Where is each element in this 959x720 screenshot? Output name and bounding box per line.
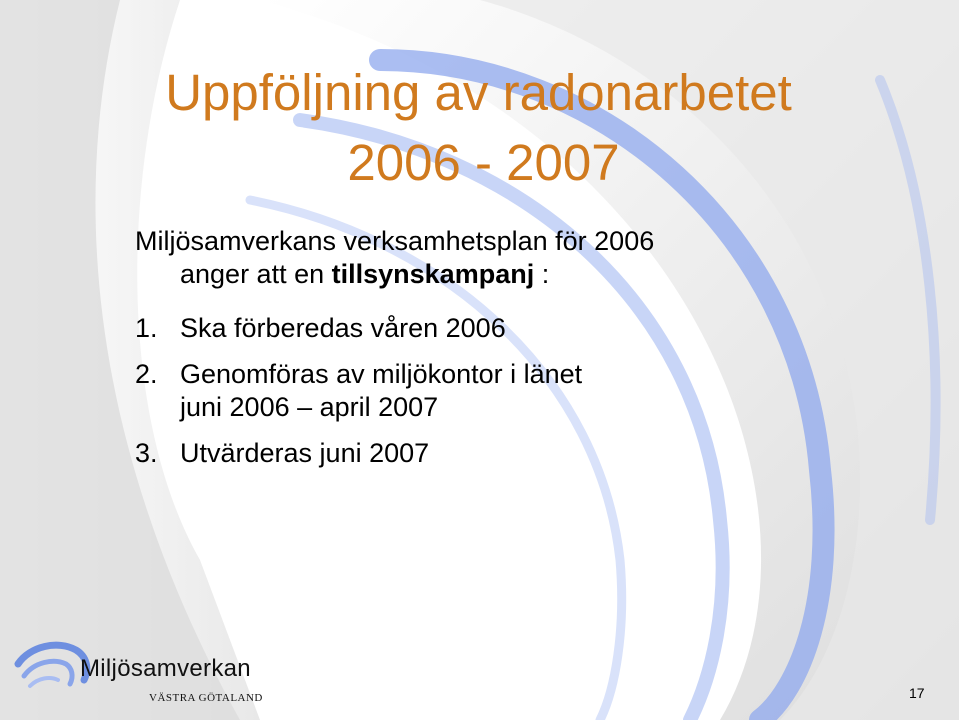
list-item-text: Ska förberedas våren 2006 [180, 313, 506, 343]
numbered-list [135, 312, 895, 470]
list-item-number: 2. [135, 359, 158, 389]
list-item-text: juni 2006 – april 2007 [180, 392, 439, 422]
list-item-text: Utvärderas juni 2007 [180, 438, 430, 468]
list-item [135, 358, 895, 424]
logo-name: Miljösamverkan [80, 655, 251, 682]
list-item [135, 312, 895, 345]
title-line-2: 2006 - 2007 [347, 134, 620, 191]
slide-body [135, 225, 895, 483]
list-item-number: 3. [135, 438, 158, 468]
title-line-1: Uppföljning av radonarbetet [165, 64, 792, 121]
intro-line-2-prefix: anger att en [180, 259, 332, 289]
intro-line-1: Miljösamverkans verksamhetsplan för 2006 [135, 226, 655, 256]
page-number: 17 [909, 685, 925, 701]
intro-line-2-suffix: : [534, 259, 550, 289]
logo-region: VÄSTRA GÖTALAND [149, 692, 263, 704]
list-item-number: 1. [135, 313, 158, 343]
intro-line-2 [135, 258, 895, 291]
intro-line-2-bold: tillsynskampanj [331, 259, 535, 289]
list-item-text: Genomföras av miljökontor i länet [180, 359, 583, 389]
list-item [135, 437, 895, 470]
slide-title [0, 58, 959, 198]
